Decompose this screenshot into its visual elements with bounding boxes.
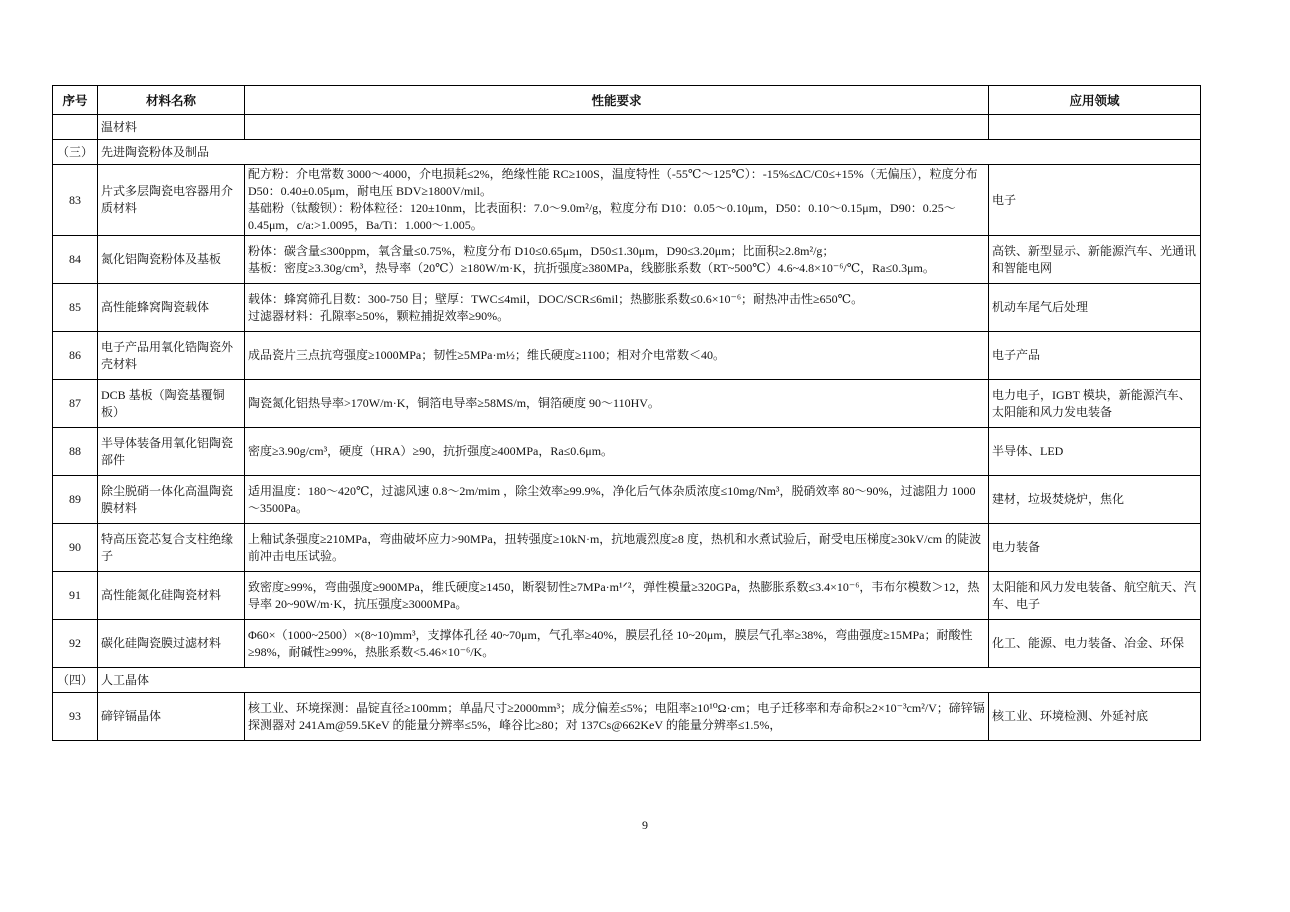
performance-cell [245,524,989,572]
performance-text: 基板：密度≥3.30g/cm³，热导率（20℃）≥180W/m·K，抗折强度≥380MPa，线膨胀系数（RT~500℃）4.6~4.8×10⁻⁶/℃，Ra≤0.3μm。 [248,260,935,275]
material-name-cell: 半导体装备用氧化铝陶瓷部件 [98,428,245,476]
performance-cell [245,620,989,668]
material-name-cell: 电子产品用氧化锆陶瓷外壳材料 [98,332,245,380]
application-cell: 半导体、LED [989,428,1201,476]
serial-cell [53,115,98,140]
serial-cell: 91 [53,572,98,620]
material-name-cell: 温材料 [98,115,245,140]
table-row [53,476,1201,524]
table-row [53,332,1201,380]
material-name-cell: 高性能蜂窝陶瓷载体 [98,284,245,332]
header-performance: 性能要求 [245,86,989,115]
application-cell: 化工、能源、电力装备、冶金、环保 [989,620,1201,668]
performance-text: 基础粉（钛酸钡）：粉体粒径：120±10nm，比表面积：7.0～9.0m²/g，粒度分布 D10：0.05～0.10μm，D50：0.10～0.15μm，D90：0.25～0.45μm，c/a:>1.0095，Ba/Ti：1.000～1.005。 [248,201,956,232]
serial-cell: 92 [53,620,98,668]
table-row [53,115,1201,140]
application-cell: 核工业、环境检测、外延衬底 [989,693,1201,741]
serial-cell: （四） [53,668,98,693]
material-name-cell: 特高压瓷芯复合支柱绝缘子 [98,524,245,572]
table-header-row [53,86,1201,115]
performance-text: 致密度≥99%，弯曲强度≥900MPa，维氏硬度≥1450，断裂韧性≥7MPa·m¹ᐟ²，弹性模量≥320GPa，热膨胀系数≤3.4×10⁻⁶，韦布尔模数＞12，热导率 20~90W/m·K，抗压强度≥3000MPa。 [248,579,980,611]
table-row [53,236,1201,284]
performance-cell [245,115,989,140]
application-cell: 太阳能和风力发电装备、航空航天、汽车、电子 [989,572,1201,620]
header-application: 应用领域 [989,86,1201,115]
table-body [53,115,1201,741]
serial-cell: 83 [53,165,98,236]
page-number: 9 [642,818,648,832]
material-name-cell: 片式多层陶瓷电容器用介质材料 [98,165,245,236]
table-row [53,572,1201,620]
material-name-cell: 碳化硅陶瓷膜过滤材料 [98,620,245,668]
performance-text: 载体：蜂窝筛孔目数：300-750 目；壁厚：TWC≤4mil，DOC/SCR≤6mil；热膨胀系数≤0.6×10⁻⁶；耐热冲击性≥650℃。 [248,291,864,306]
application-cell: 电力装备 [989,524,1201,572]
performance-text: Φ60×（1000~2500）×(8~10)mm³，支撑体孔径 40~70μm，气孔率≥40%，膜层孔径 10~20μm，膜层气孔率≥38%，弯曲强度≥15MPa；耐酸性≥98%，耐碱性≥99%，热胀系数<5.46×10⁻⁶/K。 [248,627,973,659]
table-row [53,524,1201,572]
performance-cell [245,236,989,284]
application-cell: 高铁、新型显示、新能源汽车、光通讯和智能电网 [989,236,1201,284]
performance-cell [245,332,989,380]
application-cell: 电子产品 [989,332,1201,380]
header-material-name: 材料名称 [98,86,245,115]
serial-cell: 85 [53,284,98,332]
performance-cell [245,476,989,524]
table-row [53,693,1201,741]
performance-text: 密度≥3.90g/cm³，硬度（HRA）≥90，抗折强度≥400MPa，Ra≤0.6μm。 [248,444,614,458]
performance-text: 核工业、环境探测：晶锭直径≥100mm；单晶尺寸≥2000mm³；成分偏差≤5%；电阻率≥10¹⁰Ω·cm；电子迁移率和寿命积≥2×10⁻³cm²/V；碲锌镉探测器对 241Am@59.5KeV 的能量分辨率≤5%，峰谷比≥80；对 137Cs@662KeV 的能量分辨率≤1.5%， [248,700,985,732]
material-name-cell: DCB 基板（陶瓷基覆铜板） [98,380,245,428]
table-row [53,620,1201,668]
performance-text: 陶瓷氮化铝热导率>170W/m·K，铜箔电导率≥58MS/m，铜箔硬度 90～110HV。 [248,396,660,410]
application-cell: 电力电子，IGBT 模块，新能源汽车、太阳能和风力发电装备 [989,380,1201,428]
performance-cell [245,165,989,236]
performance-cell [245,428,989,476]
section-row [53,140,1201,165]
performance-cell [245,380,989,428]
performance-text: 成品瓷片三点抗弯强度≥1000MPa；韧性≥5MPa·m½；维氏硬度≥1100；相对介电常数＜40。 [248,348,725,362]
serial-cell: 87 [53,380,98,428]
table-row [53,165,1201,236]
performance-text: 过滤器材料：孔隙率≥50%，颗粒捕捉效率≥90%。 [248,308,510,323]
performance-cell [245,693,989,741]
performance-text: 上釉试条强度≥210MPa，弯曲破坏应力>90MPa，扭转强度≥10kN·m，抗地震烈度≥8 度，热机和水煮试验后，耐受电压梯度≥30kV/cm 的陡波前冲击电压试验。 [248,531,982,563]
performance-text: 适用温度：180～420℃，过滤风速 0.8～2m/mim ，除尘效率≥99.9%，净化后气体杂质浓度≤10mg/Nm³，脱硝效率 80～90%，过滤阻力 1000～3500Pa。 [248,483,976,515]
application-cell: 电子 [989,165,1201,236]
material-name-cell: 高性能氮化硅陶瓷材料 [98,572,245,620]
material-name-cell: 除尘脱硝一体化高温陶瓷膜材料 [98,476,245,524]
serial-cell: 93 [53,693,98,741]
table-row [53,284,1201,332]
performance-cell [245,284,989,332]
material-spec-table [52,85,1201,741]
table-row [53,380,1201,428]
performance-cell [245,572,989,620]
serial-cell: 86 [53,332,98,380]
section-title: 先进陶瓷粉体及制品 [98,140,1201,165]
material-name-cell: 碲锌镉晶体 [98,693,245,741]
section-row [53,668,1201,693]
material-name-cell: 氮化铝陶瓷粉体及基板 [98,236,245,284]
table-row [53,428,1201,476]
serial-cell: （三） [53,140,98,165]
application-cell: 建材，垃圾焚烧炉，焦化 [989,476,1201,524]
serial-cell: 84 [53,236,98,284]
application-cell: 机动车尾气后处理 [989,284,1201,332]
header-serial: 序号 [53,86,98,115]
serial-cell: 90 [53,524,98,572]
section-title: 人工晶体 [98,668,1201,693]
performance-text: 配方粉：介电常数 3000～4000，介电损耗≤2%，绝缘性能 RC≥100S，温度特性（-55℃～125℃）：-15%≤ΔC/C0≤+15%（无偏压），粒度分布 D50：0.40±0.05μm，耐电压 BDV≥1800V/mil。 [248,167,978,198]
serial-cell: 88 [53,428,98,476]
serial-cell: 89 [53,476,98,524]
performance-text: 粉体：碳含量≤300ppm，氧含量≤0.75%，粒度分布 D10≤0.65μm，D50≤1.30μm，D90≤3.20μm；比面积≥2.8m²/g； [248,243,835,258]
application-cell [989,115,1201,140]
